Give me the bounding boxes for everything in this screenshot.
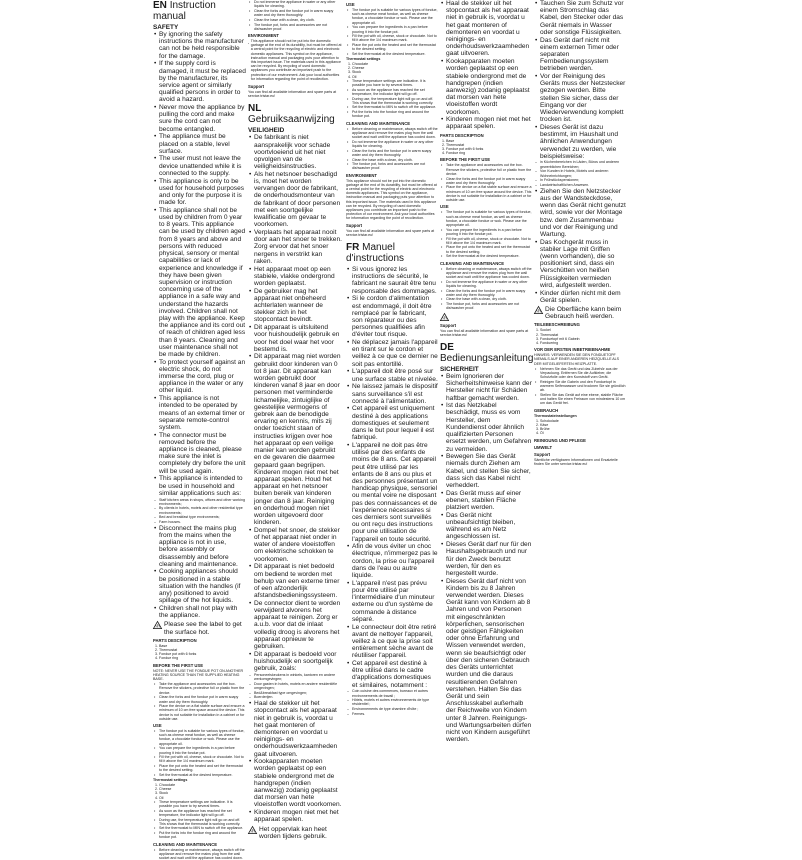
hot-surface-warning-icon: [153, 621, 162, 629]
parts-list: [534, 328, 626, 345]
cleaning-heading: CLEANING AND MAINTENANCE: [346, 121, 438, 126]
support-text: You can find all available information and spare parts at service.tristar.eu!: [248, 90, 342, 98]
list-item: – Von Kunden in Hotels, Motels und anderen Wohneinrichtungen;: [540, 169, 626, 177]
list-item: • Clean the forks and the fondue pot in warm soapy water and dry them thoroughly.: [254, 9, 342, 17]
list-item: • During use, the temperature light will go on and off. This shows that the thermostat is working correctly.: [352, 97, 438, 105]
list-item: • Before cleaning or maintenance, always switch off the appliance and remove the mains plug from the wall socket and wait until the appliance has cooled down.: [352, 127, 438, 140]
environment-heading: ENVIRONMENT: [346, 173, 438, 178]
list-item: – Fermes.: [352, 712, 438, 716]
safety-heading: SAFETY: [153, 24, 246, 31]
usage-places-list: [248, 673, 342, 700]
thermostat-list: [534, 419, 626, 436]
list-item: • Disconnect the mains plug from the mains when the appliance is not in use, before assembly or disassembly and before cleaning and maintenance.: [159, 525, 246, 568]
thermostat-heading: Thermostateinstellungen: [534, 414, 626, 418]
environment-text: This appliance should not be put into the domestic garbage at the end of its durability, but must be offered at a central point for the recycling of electric and electronic domestic appliances. This symbol on the appliance, instruction manual and packaging puts your attention to this important issue. The materials used in this appliance can be recycled. By recycling of used domestic appliances you contribute an important push to the protection of our environment. Ask your local authorities for information regarding the point of recollection.: [251, 39, 342, 81]
list-item: • The user must not leave the device unattended while it is connected to the supply.: [159, 155, 246, 177]
list-item: • Clean the forks and the fondue pot in warm soapy water and dry them thoroughly.: [352, 149, 438, 157]
list-item: • Kinderen mogen niet met het apparaat spelen.: [254, 809, 342, 823]
list-item: • Dit apparaat is uitsluitend voor huishoudelijk gebruik en voor het doel waar het voor bestemd is.: [254, 324, 342, 353]
cleaning-list: [346, 127, 438, 171]
list-item: • Clean the base with a clean, dry cloth.: [352, 158, 438, 162]
list-item: – Bed&breakfast type omgevingen;: [254, 691, 342, 695]
use-heading: GEBRAUCH: [534, 408, 626, 413]
use-list: [153, 729, 246, 777]
list-item: • Place the device on a flat stable surface and ensure a minimum of 10 cm free space around the device. This device is not suitable for installation in a cabinet or for outside use.: [159, 704, 246, 721]
list-item: • Dit apparaat mag niet worden gebruikt door kinderen van 0 tot 8 jaar. Dit apparaat kan worden gebruikt door kinderen vanaf 8 jaar en door personen met verminderde lichamelijke, zintuiglijke of geestelijke vermogens of gebrek aan de benodigde ervaring en kennis, mits zij onder toezicht staan of instructies krijgen over hoe het apparaat op een veilige manier kan worden gebruikt en de gevaren die daarmee gepaard gaan begrijpen. Kinderen mogen niet met het apparaat spelen. Houd het apparaat en het netsnoer buiten bereik van kinderen jonger dan 8 jaar. Reiniging en onderhoud mogen niet worden uitgevoerd door kinderen.: [254, 353, 342, 526]
list-item: • Le connecteur doit être retiré avant de nettoyer l'appareil, veillez à ce que la prise soit entièrement sèche avant de réutiliser l'appareil.: [352, 624, 438, 660]
list-item: • The appliance must be placed on a stable, level surface.: [159, 133, 246, 155]
list-item: • Das Kochgerät muss in stabiler Lage mit Griffen (wenn vorhanden), die so positioniert sind, dass ein Verschütten von heißen Flüssigkeiten vermieden wird, aufgestellt werden.: [540, 239, 626, 289]
list-item: 2. Thermostat: [159, 648, 246, 652]
list-item: • Never move the appliance by pulling the cord and make sure the cord can not become entangled.: [159, 104, 246, 133]
list-item: • Before cleaning or maintenance, always switch off the appliance and remove the mains plug from the wall socket and wait until the appliance has cooled down.: [159, 848, 246, 860]
cleaning-heading: REINIGUNG UND PFLEGE: [534, 438, 626, 443]
list-item: • Cooking appliances should be positioned in a stable situation with the handles (if any) positioned to avoid spillage of the hot liquids.: [159, 568, 246, 604]
cleaning-heading: CLEANING AND MAINTENANCE: [440, 261, 532, 266]
list-item: – Coin cuisine des commerces, bureaux et autres environnements de travail ;: [352, 689, 438, 697]
list-item: • By ignoring the safety instructions the manufacturer can not be held responsible for the damage.: [159, 31, 246, 60]
list-item: • This appliance is intended to be used in household and similar applications such as:: [159, 475, 246, 497]
list-item: 2. Cheese: [352, 66, 438, 70]
section-heading-en: [153, 0, 246, 22]
safety-list: [440, 373, 532, 743]
list-item: • Dompel het snoer, de stekker of het apparaat niet onder in water of andere vloeistoffen om elektrische schokken te voorkomen.: [254, 527, 342, 563]
list-item: • L'appareil ne doit pas être utilisé par des enfants de moins de 8 ans. Cet appareil peut être utilisé par les enfants de 8 ans ou plus et des personnes présentant un handicap physique, sensoriel ou mental voire ne disposant pas des connaissances et de l'expérience nécessaires si ces derniers sont surveillés ou ont reçu des instructions pour une utilisation de l'appareil en toute sécurité.: [352, 442, 438, 543]
list-item: – Staff kitchen areas in shops, offices and other working environments;: [159, 498, 246, 506]
column-french-details: [440, 0, 532, 575]
parts-heading: TEILEBESCHREIBUNG: [534, 322, 626, 327]
list-item: • Set the thermostat to MIN to switch off the appliance.: [352, 105, 438, 109]
list-item: • The fondue pot is suitable for various types of fondue, such as cheese meat fondue, as well as cheese fondue, a chocolate fondue or wok. Please use the appropriate oil.: [446, 210, 532, 227]
list-item: 4. Oil: [352, 75, 438, 79]
before-first-use-heading: BEFORE THE FIRST USE: [440, 157, 532, 162]
list-item: • Ist das Netzkabel beschädigt, muss es vom Hersteller, dem Kundendienst oder ähnlich qualifizierten Personen ersetzt werden, um Gefahren zu vermeiden.: [446, 402, 532, 452]
list-item: • Cet appareil est destiné à être utilisé dans le cadre d'applications domestiques et similaires, notamment :: [352, 660, 438, 689]
language-code: NL: [248, 103, 261, 114]
list-item: • Place the pot onto the heated and set the thermostat to the desired setting.: [352, 43, 438, 51]
thermostat-heading: Thermostat settings: [153, 778, 246, 782]
list-item: • Do not immerse the appliance in water or any other liquids for cleaning.: [352, 140, 438, 148]
section-heading-de: [440, 342, 532, 364]
list-item: • Dieses Gerät darf nicht von Kindern bis zu 8 Jahren verwendet werden. Dieses Gerät kann von Kindern ab 8 Jahren und von Personen mit eingeschränkten körperlichen, sensorischen oder geistigen Fähigkeiten oder ohne Erfahrung und Wissen verwendet werden, wenn sie beaufsichtigt oder über den sicheren Gebrauch des Geräts unterrichtet wurden und die daraus resultierenden Gefahren verstehen. Halten Sie das Gerät und sein Anschlusskabel außerhalb der Reichweite von Kindern unter 8 Jahren. Reinigungs- und Wartungsarbeiten dürfen nicht von Kindern ausgeführt werden.: [446, 578, 532, 744]
support-heading: Support: [534, 452, 626, 457]
language-code: FR: [346, 242, 359, 253]
list-item: • Clean the base with a clean, dry cloth.: [254, 18, 342, 22]
list-item: – Landwirtschaftlichen Anwesen.: [540, 183, 626, 187]
wheelie-bin-crossed-icon: [248, 39, 249, 48]
list-item: 2. Thermostat: [540, 333, 626, 337]
list-item: • Set the thermostat to MIN to switch off the appliance.: [159, 826, 246, 830]
support-heading: Support: [440, 323, 532, 328]
list-item: • Clean the forks and the fondue pot in warm soapy water and dry them thoroughly.: [446, 177, 532, 185]
support-text: You can find all available information and spare parts at service.tristar.eu!: [440, 329, 532, 337]
list-item: 1. Base: [446, 139, 532, 143]
list-item: • Stellen Sie das Gerät auf eine ebene, stabile Fläche und halten Sie einen Freiraum von mindestens 10 cm um das Gerät frei.: [540, 393, 626, 406]
list-item: • Het apparaat moet op een stabiele, vlakke ondergrond worden geplaatst.: [254, 266, 342, 288]
list-item: • Place the pot onto the heated and set the thermostat to the desired setting.: [446, 245, 532, 253]
safety-list: [153, 31, 246, 497]
parts-heading: PARTS DESCRIPTION: [153, 638, 246, 643]
list-item: 4. Fondue ring: [159, 656, 246, 660]
list-item: • Do not immerse the appliance in water or any other liquids for cleaning.: [446, 280, 532, 288]
list-item: • If the supply cord is damaged, it must be replaced by the manufacturer, its service agent or similarly qualified persons in order to avoid a hazard.: [159, 60, 246, 103]
list-item: • You can prepare the ingredients in a pan before pouring it into the fondue pot.: [159, 746, 246, 754]
list-item: 3. Brühe: [540, 427, 626, 431]
list-item: • As soon as the appliance has reached the set temperature, the indicator light will go off.: [159, 809, 246, 817]
safety-list: [248, 134, 342, 672]
list-item: • Kookapparaten moeten worden geplaatst op een stabiele ondergrond met de handgrepen (indien aanwezig) zodanig geplaatst dat morsen van hete vloeistoffen wordt voorkomen.: [446, 58, 532, 116]
list-item: • Place the pot onto the heated and set the thermostat to the desired setting.: [159, 764, 246, 772]
column-dutch-details: [346, 0, 438, 575]
list-item: 3. Fondue pot with 6 forks: [159, 652, 246, 656]
list-item: • The fondue pot, forks and accessories are not dishwasher proof.: [254, 23, 342, 31]
list-item: • Als het netsnoer beschadigd is, moet het worden vervangen door de fabrikant, de onderhoudsmonteur van de fabrikant of door personen met een soortgelijke kwalificatie om gevaar te voorkomen.: [254, 171, 342, 229]
list-item: • Dieses Gerät ist dazu bestimmt, im Haushalt und ähnlichen Anwendungen verwendet zu werden, wie beispielsweise:: [540, 124, 626, 160]
warning-text: Die Oberfläche kann beim Gebrauch heiß werden.: [545, 306, 626, 320]
list-item: • Do not immerse the appliance in water or any other liquids for cleaning.: [254, 0, 342, 8]
environment-text: This appliance should not be put into the domestic garbage at the end of its durability, but must be offered at a central point for the recycling of electric and electronic domestic appliances. This symbol on the appliance, instruction manual and packaging puts your attention to this important issue. The materials used in this appliance can be recycled. By recycling of used domestic appliances you contribute an important push to the protection of our environment. Ask your local authorities for information regarding the point of recollection.: [346, 179, 438, 221]
manual-title: Gebruiksaanwijzing: [248, 114, 335, 125]
list-item: 2. Thermostat: [446, 143, 532, 147]
list-item: • L'appareil n'est pas prévu pour être utilisé par l'intermédiaire d'un minuteur externe ou d'un système de commande à distance séparé.: [352, 580, 438, 623]
list-item: – Door gasten in hotels, motels en andere residentiële omgevingen;: [254, 682, 342, 690]
manual-title: Bedienungsanleitung: [440, 353, 533, 364]
list-item: • L'appareil doit être posé sur une surface stable et nivelée.: [352, 368, 438, 382]
manual-title: Manuel d'instructions: [346, 242, 404, 264]
list-item: • Ziehen Sie den Netzstecker aus der Wandsteckdose, wenn das Gerät nicht genutzt wird, sowie vor der Montage bzw. dem Zusammenbau und vor der Reinigung und Wartung.: [540, 188, 626, 238]
support-heading: Support: [346, 223, 438, 228]
support-heading: Support: [248, 84, 342, 89]
use-list-continued: [153, 800, 246, 840]
support-text: You can find all available information and spare parts at service.tristar.eu!: [346, 229, 438, 237]
warning-text: Het oppervlak kan heet worden tijdens gebruik.: [259, 826, 342, 840]
parts-list: [440, 139, 532, 156]
safety-list: [346, 266, 438, 689]
list-item: • Clean the forks and the fondue pot in warm soapy water and dry them thoroughly.: [159, 695, 246, 703]
list-item: • The fondue pot, forks and accessories are not dishwasher proof.: [446, 302, 532, 310]
list-item: – Bed and breakfast type environments;: [159, 515, 246, 519]
parts-list: [153, 644, 246, 661]
warning-text: Please see the label to get the surface hot.: [164, 621, 246, 635]
cleaning-list: [440, 267, 532, 311]
list-item: – By clients in hotels, motels and other residential type environments;: [159, 506, 246, 514]
list-item: 4. Öl: [540, 431, 626, 435]
list-item: • The fondue pot is suitable for various types of fondue, such as cheese meat fondue, as well as cheese fondue, a chocolate fondue or wok. Please use the appropriate oil.: [352, 8, 438, 25]
use-list: [440, 210, 532, 258]
list-item: 1. Chocolate: [352, 62, 438, 66]
list-item: – Hôtels, motels et autres environnements de type résidentiel ;: [352, 698, 438, 706]
before-first-use-list: [534, 367, 626, 406]
list-item: • Dit apparaat is niet bedoeld om bediend te worden met behulp van een externe timer of een afzonderlijk afstandsbedieningssysteem.: [254, 563, 342, 599]
safety-list-continued: [153, 525, 246, 620]
list-item: • This appliance shall not be used by children from 0 year to 8 years. This appliance can be used by children aged from 8 years and above and persons with reduced physical, sensory or mental capabilities or lack of experience and knowledge if they have been given supervision or instruction concerning use of the appliance in a safe way and understand the hazards involved. Children shall not play with the appliance. Keep the appliance and its cord out of reach of children aged less than 8 years. Cleaning and user maintenance shall not be made by children.: [159, 207, 246, 358]
environment-heading: UMWELT: [534, 445, 626, 450]
before-first-use-list: [153, 682, 246, 721]
column-english: [153, 0, 246, 575]
column-german: [534, 0, 626, 575]
list-item: • Put the forks into the fondue ring and around the fondue pot.: [352, 110, 438, 118]
list-item: • These temperature settings are indicative. It is possible you have to try several times.: [159, 800, 246, 808]
list-item: 4. Oil: [159, 796, 246, 800]
list-item: • The fondue pot is suitable for various types of fondue, such as cheese meat fondue, as well as cheese fondue, a chocolate fondue or wok. Please use the appropriate oil.: [159, 729, 246, 746]
list-item: • Afin de vous éviter un choc électrique, n'immergez pas le cordon, la prise ou l'appareil dans de l'eau ou autre liquide.: [352, 543, 438, 579]
list-item: 1. Base: [159, 644, 246, 648]
list-item: 4. Fondue ring: [446, 151, 532, 155]
list-item: • Take the appliance and accessories out the box. Remove the stickers, protective foil or plastic from the device.: [159, 682, 246, 695]
list-item: • Si le cordon d'alimentation est endommagé, il doit être remplacé par le fabricant, son réparateur ou des personnes qualifiées afin d'éviter tout risque.: [352, 295, 438, 338]
cleaning-heading: CLEANING AND MAINTENANCE: [153, 842, 246, 847]
use-list: [346, 8, 438, 56]
list-item: • Kinder dürfen nicht mit dem Gerät spielen.: [540, 290, 626, 304]
hot-surface-warning: [248, 826, 342, 840]
environment-heading: ENVIRONMENT: [248, 33, 342, 38]
list-item: 3. Fondue pot with 6 forks: [446, 147, 532, 151]
list-item: • Dieses Gerät darf nur für den Haushaltsgebrauch und nur für den Zweck benutzt werden, für den es hergestellt wurde.: [446, 541, 532, 577]
safety-list-continued: [248, 700, 342, 823]
list-item: • Haal de stekker uit het stopcontact als het apparaat niet in gebruik is, voordat u het gaat monteren of demonteren en voordat u reinigings- en onderhoudswerkzaamheden gaat uitvoeren.: [254, 700, 342, 758]
list-item: • Put the forks into the fondue ring and around the fondue pot.: [159, 831, 246, 839]
list-item: • De fabrikant is niet aansprakelijk voor schade voortvloeiend uit het niet opvolgen van de veiligheidsinstructies.: [254, 134, 342, 170]
use-heading: USE: [153, 723, 246, 728]
list-item: • Fill the pot with oil, cheese, stock or chocolate. Not to fill it above the 1/4 maximum mark.: [446, 237, 532, 245]
list-item: • Beim Ignorieren der Sicherheitshinweise kann der Hersteller nicht für Schäden haftbar gemacht werden.: [446, 373, 532, 402]
list-item: • During use, the temperature light will go on and off. This shows that the thermostat is working correctly.: [159, 818, 246, 826]
hot-surface-warning: [440, 313, 532, 321]
list-item: 3. Stock: [159, 791, 246, 795]
thermostat-list: [153, 783, 246, 800]
list-item: • De connector dient te worden verwijderd alvorens het apparaat te reinigen. Zorg er a.u.b. voor dat de inlaat volledig droog is alvorens het apparaat opnieuw te gebruiken.: [254, 600, 342, 650]
list-item: – Environnements de type chambre d'hôte ;: [352, 707, 438, 711]
list-item: • Ne déplacez jamais l'appareil en tirant sur le cordon et veillez à ce que ce dernier ne soit pas entortillé.: [352, 339, 438, 368]
before-first-use-heading: VOR DER ERSTEN INBETRIEBNAHME: [534, 347, 626, 352]
hot-surface-warning-icon: [534, 306, 543, 314]
list-item: • Ne laissez jamais le dispositif sans surveillance s'il est connecté à l'alimentation.: [352, 383, 438, 405]
list-item: • Cet appareil est uniquement destiné à des applications domestiques et seulement dans le but pour lequel il est fabriqué.: [352, 405, 438, 441]
list-item: • Set the thermostat at the desired temperature.: [446, 254, 532, 258]
list-item: • These temperature settings are indicative. It is possible you have to try several times.: [352, 79, 438, 87]
list-item: • Clean the forks and the fondue pot in warm soapy water and dry them thoroughly.: [446, 289, 532, 297]
list-item: 1. Chocolate: [159, 783, 246, 787]
list-item: • Nehmen Sie das Gerät und das Zubehör aus der Verpackung. Entfernen Sie die Aufkleber, die Schutzfolie oder den Kunststoff vom Gerät.: [540, 367, 626, 380]
use-heading: USE: [440, 204, 532, 209]
list-item: • Bewegen Sie das Gerät niemals durch Ziehen am Kabel, und stellen Sie sicher, dass sich das Kabel nicht verheddert.: [446, 453, 532, 489]
before-first-use-list: [440, 163, 532, 202]
language-code: DE: [440, 342, 454, 353]
column-english-dutch: [248, 0, 342, 575]
thermostat-list: [346, 62, 438, 79]
before-first-use-heading: BEFORE THE FIRST USE: [153, 663, 246, 668]
hot-surface-warning-icon: [440, 313, 449, 321]
usage-places-list: [346, 689, 438, 716]
before-first-use-note: HINWEIS: VERWENDEN SIE DEN FONDUETOPF NIEMALS AUF EINER ANDEREN HEIZQUELLE ALS DER MITGELIEFERTEN HEIZPLATTE.: [534, 353, 626, 366]
list-item: • Tauchen Sie zum Schutz vor einem Stromschlag das Kabel, den Stecker oder das Gerät niemals in Wasser oder sonstige Flüssigkeiten.: [540, 0, 626, 36]
list-item: • De gebruiker mag het apparaat niet onbeheerd achterlaten wanneer de stekker zich in het stopcontact bevindt.: [254, 288, 342, 324]
list-item: 2. Käse: [540, 423, 626, 427]
list-item: • Si vous ignorez les instructions de sécurité, le fabricant ne saurait être tenu responsable des dommages.: [352, 266, 438, 295]
list-item: • Vor der Reinigung des Geräts muss der Netzstecker gezogen werden. Bitte stellen Sie sicher, dass der Eingang vor der Wiederverwendung komplett trocken ist.: [540, 73, 626, 123]
list-item: • As soon as the appliance has reached the set temperature, the indicator light will go off.: [352, 88, 438, 96]
use-list-continued: [346, 79, 438, 119]
section-heading-nl: [248, 103, 342, 125]
list-item: 3. Fonduetopf mit 6 Gabeln: [540, 337, 626, 341]
thermostat-heading: Thermostat settings: [346, 57, 438, 61]
list-item: • Kookapparaten moeten worden geplaatst op een stabiele ondergrond met de handgrepen (indien aanwezig) zodanig geplaatst dat morsen van hete vloeistoffen wordt voorkomen.: [254, 758, 342, 808]
list-item: • Take the appliance and accessories out the box. Remove the stickers, protective foil or plastic from the device.: [446, 163, 532, 176]
list-item: 3. Stock: [352, 70, 438, 74]
hot-surface-warning: [534, 306, 626, 320]
list-item: • Before cleaning or maintenance, always switch off the appliance and remove the mains plug from the wall socket and wait until the appliance has cooled down.: [446, 267, 532, 280]
list-item: • Das Gerät darf nicht mit einem externen Timer oder separaten Fernbedienungssystem betrieben werden.: [540, 37, 626, 73]
list-item: – Boerderijen.: [254, 695, 342, 699]
list-item: – Personeelskeukens in winkels, kantoren en andere werkomgevingen;: [254, 673, 342, 681]
list-item: • Set the thermostat at the desired temperature.: [159, 773, 246, 777]
safety-list-de-tail: [534, 0, 626, 160]
support-text: Sämtliche verfügbaren Informationen und Ersatzteile finden Sie unter service.tristar.eu!: [534, 458, 626, 466]
list-item: – in Küchenbereichen in Läden, Büros und anderen gewerblichen Bereichen;: [540, 160, 626, 168]
list-item: • Dit apparaat is bedoeld voor huishoudelijk en soortgelijk gebruik, zoals:: [254, 651, 342, 673]
list-item: 1. Sockel: [540, 328, 626, 332]
cleaning-list-continued: [248, 0, 342, 31]
usage-places-list: [534, 160, 626, 187]
list-item: • Das Gerät muss auf einer ebenen, stabilen Fläche platziert werden.: [446, 490, 532, 512]
list-item: • Place the device on a flat stable surface and ensure a minimum of 10 cm free space around the device. This device is not suitable for installation in a cabinet or for outside use.: [446, 185, 532, 202]
safety-heading: VEILIGHEID: [248, 127, 342, 134]
list-item: • Fill the pot with oil, cheese, stock or chocolate. Not to fill it above the 1/4 maximum mark.: [352, 34, 438, 42]
list-item: • Das Gerät nicht unbeaufsichtigt bleiben, während es am Netz angeschlossen ist.: [446, 512, 532, 541]
hot-surface-warning-icon: [248, 826, 257, 834]
manual-title: Instruction manual: [153, 0, 216, 22]
list-item: • The fondue pot, forks and accessories are not dishwasher proof.: [352, 162, 438, 170]
list-item: • You can prepare the ingredients in a pan before pouring it into the fondue pot.: [352, 25, 438, 33]
list-item: • To protect yourself against an electric shock, do not immerse the cord, plug or appliance in the water or any other liquid.: [159, 359, 246, 395]
list-item: • Verplaats het apparaat nooit door aan het snoer te trekken. Zorg ervoor dat het snoer nergens in verstrikt kan raken.: [254, 229, 342, 265]
usage-places-list: [153, 498, 246, 525]
section-heading-fr: [346, 242, 438, 264]
list-item: • You can prepare the ingredients in a pan before pouring it into the fondue pot.: [446, 228, 532, 236]
before-first-use-note: NOTE: NEVER USE THE FONDUE POT ON ANOTHER HEATING SOURCE THAN THE SUPPLIED HEATING BASE.: [153, 669, 246, 682]
safety-list-continued: [534, 188, 626, 304]
list-item: • Clean the base with a clean, dry cloth.: [446, 297, 532, 301]
list-item: – Farm houses.: [159, 520, 246, 524]
language-code: EN: [153, 0, 167, 11]
list-item: • This appliance is only to be used for household purposes and only for the purpose it is made for.: [159, 178, 246, 207]
use-heading: USE: [346, 2, 438, 7]
cleaning-list: [153, 848, 246, 860]
safety-heading: SICHERHEIT: [440, 366, 532, 373]
list-item: • The connector must be removed before the appliance is cleaned, please make sure the inlet is completely dry before the unit will be used again.: [159, 432, 246, 475]
list-item: 4. Fonduering: [540, 341, 626, 345]
list-item: • Set the thermostat at the desired temperature.: [352, 52, 438, 56]
safety-list-continued: [440, 0, 532, 131]
list-item: 1. Schokolade: [540, 419, 626, 423]
list-item: • Fill the pot with oil, cheese, stock or chocolate. Not to fill it above the 1/4 maximum mark.: [159, 755, 246, 763]
list-item: • Haal de stekker uit het stopcontact als het apparaat niet in gebruik is, voordat u het gaat monteren of demonteren en voordat u reinigings- en onderhoudswerkzaamheden gaat uitvoeren.: [446, 0, 532, 58]
list-item: – In Frühstückspensionen;: [540, 178, 626, 182]
list-item: • This appliance is not intended to be operated by means of an external timer or separate remote-control system.: [159, 395, 246, 431]
hot-surface-warning: [153, 621, 246, 635]
parts-heading: PARTS DESCRIPTION: [440, 133, 532, 138]
list-item: • Reinigen Sie die Gabeln und den Fonduetopf in warmem Seifenwasser und trocknen Sie sie gründlich ab.: [540, 380, 626, 393]
list-item: • Children shall not play with the appliance.: [159, 605, 246, 619]
list-item: 2. Cheese: [159, 787, 246, 791]
list-item: • Kinderen mogen niet met het apparaat spelen.: [446, 116, 532, 130]
